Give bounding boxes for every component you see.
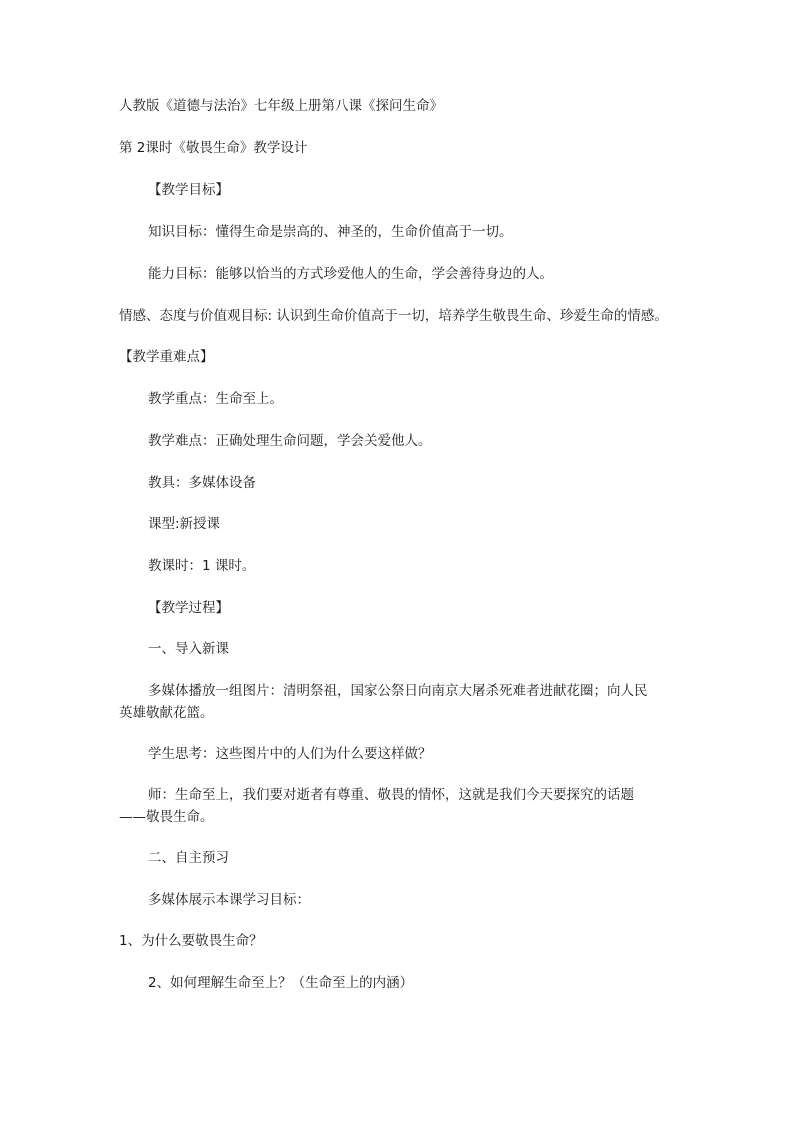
- document-subtitle: 第 2课时《敬畏生命》教学设计: [119, 140, 308, 156]
- emotion-goal: 情感、态度与价值观目标: 认识到生命价值高于一切，培养学生敬畏生命、珍爱生命的情感。: [119, 308, 668, 324]
- learning-goal-2: 2、如何理解生命至上？（生命至上的内涵）: [148, 975, 414, 991]
- difficult-point: 教学难点：正确处理生命问题，学会关爱他人。: [148, 433, 432, 449]
- part1-heading: 一、导入新课: [148, 641, 229, 657]
- process-heading: 【教学过程】: [148, 600, 229, 616]
- ability-goal: 能力目标：能够以恰当的方式珍爱他人的生命，学会善待身边的人。: [148, 266, 553, 282]
- learning-goal-1: 1、为什么要敬畏生命？: [119, 933, 263, 949]
- document-title: 人教版《道德与法治》七年级上册第八课《探问生命》: [119, 98, 443, 114]
- key-points-heading: 【教学重难点】: [119, 349, 214, 365]
- knowledge-goal: 知识目标：懂得生命是崇高的、神圣的，生命价值高于一切。: [148, 224, 513, 240]
- lesson-type: 课型:新授课: [148, 516, 221, 532]
- part1-multimedia-paragraph: 多媒体播放一组图片：清明祭祖，国家公祭日向南京大屠杀死难者进献花圈；向人民英雄敬献花篮。: [119, 683, 648, 721]
- lesson-hours: 教课时：1 课时。: [148, 558, 256, 574]
- key-point: 教学重点：生命至上。: [148, 391, 283, 407]
- teaching-aids: 教具：多媒体设备: [148, 475, 256, 491]
- part1-teacher-paragraph: 师：生命至上，我们要对逝者有尊重、敬畏的情怀，这就是我们今天要探究的话题——敬畏生命。: [119, 787, 634, 825]
- part2-intro: 多媒体展示本课学习目标：: [148, 892, 310, 908]
- objectives-heading: 【教学目标】: [148, 182, 229, 198]
- part1-student-question: 学生思考：这些图片中的人们为什么要这样做？: [148, 746, 432, 762]
- part2-heading: 二、自主预习: [148, 850, 229, 866]
